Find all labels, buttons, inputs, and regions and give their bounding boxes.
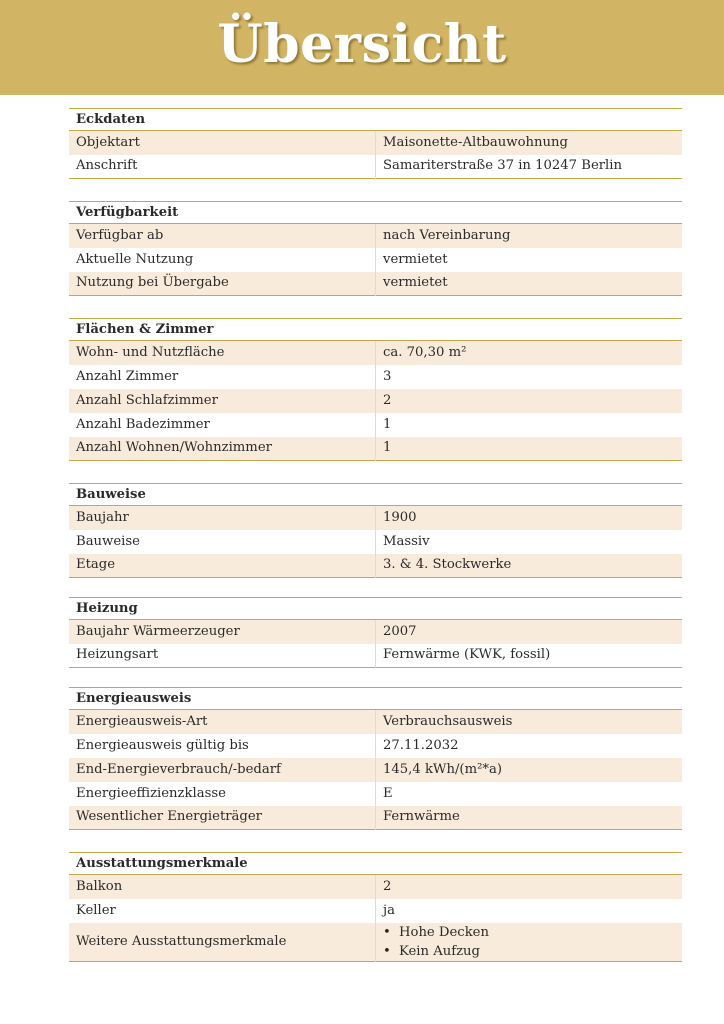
row-label: Energieeffizienzklasse xyxy=(76,785,226,801)
section-spacer xyxy=(69,461,682,483)
table-row xyxy=(69,923,682,962)
row-value: Maisonette-Altbauwohnung xyxy=(376,131,683,155)
section-table xyxy=(69,597,682,668)
table-row xyxy=(69,758,682,782)
row-label: Nutzung bei Übergabe xyxy=(69,272,376,296)
row-value: 2 xyxy=(376,875,683,899)
section-table xyxy=(69,852,682,962)
row-value: 145,4 kWh/(m²*a) xyxy=(376,758,683,782)
section-heading: Energieausweis xyxy=(69,688,682,710)
row-label: Anzahl Schlafzimmer xyxy=(69,389,376,413)
row-label: Anzahl Wohnen/Wohnzimmer xyxy=(69,437,376,461)
table-row xyxy=(69,899,682,923)
feature-list-item: • Kein Aufzug xyxy=(383,942,675,961)
section-spacer xyxy=(69,578,682,597)
row-label: Weitere Ausstattungsmerkmale xyxy=(69,923,376,962)
table-row xyxy=(69,644,682,668)
row-label: Bauweise xyxy=(76,533,140,549)
row-value: 27.11.2032 xyxy=(376,734,683,758)
feature-list-item: • Hohe Decken xyxy=(383,923,675,942)
row-label: Anzahl Zimmer xyxy=(76,368,179,384)
section-heading: Flächen & Zimmer xyxy=(69,319,682,341)
row-value: 1 xyxy=(376,437,683,461)
row-value: E xyxy=(376,782,683,806)
section-table xyxy=(69,687,682,830)
section-table xyxy=(69,318,682,461)
row-label: Baujahr xyxy=(69,506,376,530)
row-label: Keller xyxy=(76,902,116,918)
row-value: vermietet xyxy=(376,248,683,272)
feature-list xyxy=(383,923,675,961)
section-table xyxy=(69,108,682,179)
section-heading: Heizung xyxy=(69,598,682,620)
table-row xyxy=(69,341,682,365)
page-title: Übersicht xyxy=(217,14,507,75)
row-label: Wesentlicher Energieträger xyxy=(69,806,376,830)
section-header-row xyxy=(69,598,682,620)
table-row xyxy=(69,389,682,413)
section-header-row xyxy=(69,688,682,710)
row-value: 2 xyxy=(376,389,683,413)
row-label: Objektart xyxy=(69,131,376,155)
section-spacer xyxy=(69,179,682,201)
row-label: Energieausweis gültig bis xyxy=(76,737,249,753)
section-header-row xyxy=(69,853,682,875)
table-row xyxy=(69,506,682,530)
row-value: Verbrauchsausweis xyxy=(376,710,683,734)
row-value: Fernwärme xyxy=(376,806,683,830)
section-spacer xyxy=(69,296,682,318)
section-header-row xyxy=(69,484,682,506)
row-value: vermietet xyxy=(376,272,683,296)
row-label: Balkon xyxy=(69,875,376,899)
section-spacer xyxy=(69,668,682,687)
table-row xyxy=(69,224,682,248)
table-row xyxy=(69,710,682,734)
row-label: End-Energieverbrauch/-bedarf xyxy=(69,758,376,782)
table-row xyxy=(69,806,682,830)
row-label: Energieausweis-Art xyxy=(69,710,376,734)
row-value: ca. 70,30 m² xyxy=(376,341,683,365)
table-row xyxy=(69,131,682,155)
row-value: 1 xyxy=(376,413,683,437)
section-table xyxy=(69,201,682,296)
row-value: ja xyxy=(376,899,683,923)
table-row xyxy=(69,620,682,644)
table-row xyxy=(69,248,682,272)
table-row xyxy=(69,272,682,296)
row-label: Anschrift xyxy=(76,158,138,174)
section-header-row xyxy=(69,319,682,341)
row-value: 3. & 4. Stockwerke xyxy=(376,554,683,578)
overview-content xyxy=(69,108,682,962)
row-label: Baujahr Wärmeerzeuger xyxy=(69,620,376,644)
row-value: 3 xyxy=(376,365,683,389)
row-label: Aktuelle Nutzung xyxy=(76,251,194,267)
section-header-row xyxy=(69,109,682,131)
table-row xyxy=(69,782,682,806)
section-heading: Ausstattungsmerkmale xyxy=(69,853,682,875)
row-label: Anzahl Badezimmer xyxy=(76,416,210,432)
table-row xyxy=(69,530,682,554)
row-value: Samariterstraße 37 in 10247 Berlin xyxy=(376,155,683,179)
table-row xyxy=(69,365,682,389)
section-header-row xyxy=(69,202,682,224)
row-value: 2007 xyxy=(376,620,683,644)
title-banner xyxy=(0,0,724,95)
row-value xyxy=(376,923,683,962)
row-label: Wohn- und Nutzfläche xyxy=(69,341,376,365)
table-row xyxy=(69,554,682,578)
section-heading: Verfügbarkeit xyxy=(69,202,682,224)
row-label: Heizungsart xyxy=(76,647,159,663)
table-row xyxy=(69,734,682,758)
section-heading: Bauweise xyxy=(69,484,682,506)
row-value: Fernwärme (KWK, fossil) xyxy=(376,644,683,668)
section-table xyxy=(69,483,682,578)
row-value: nach Vereinbarung xyxy=(376,224,683,248)
table-row xyxy=(69,413,682,437)
row-label: Verfügbar ab xyxy=(69,224,376,248)
row-label: Etage xyxy=(69,554,376,578)
table-row xyxy=(69,437,682,461)
section-spacer xyxy=(69,830,682,852)
row-value: 1900 xyxy=(376,506,683,530)
table-row xyxy=(69,155,682,179)
section-heading: Eckdaten xyxy=(69,109,682,131)
table-row xyxy=(69,875,682,899)
row-value: Massiv xyxy=(376,530,683,554)
